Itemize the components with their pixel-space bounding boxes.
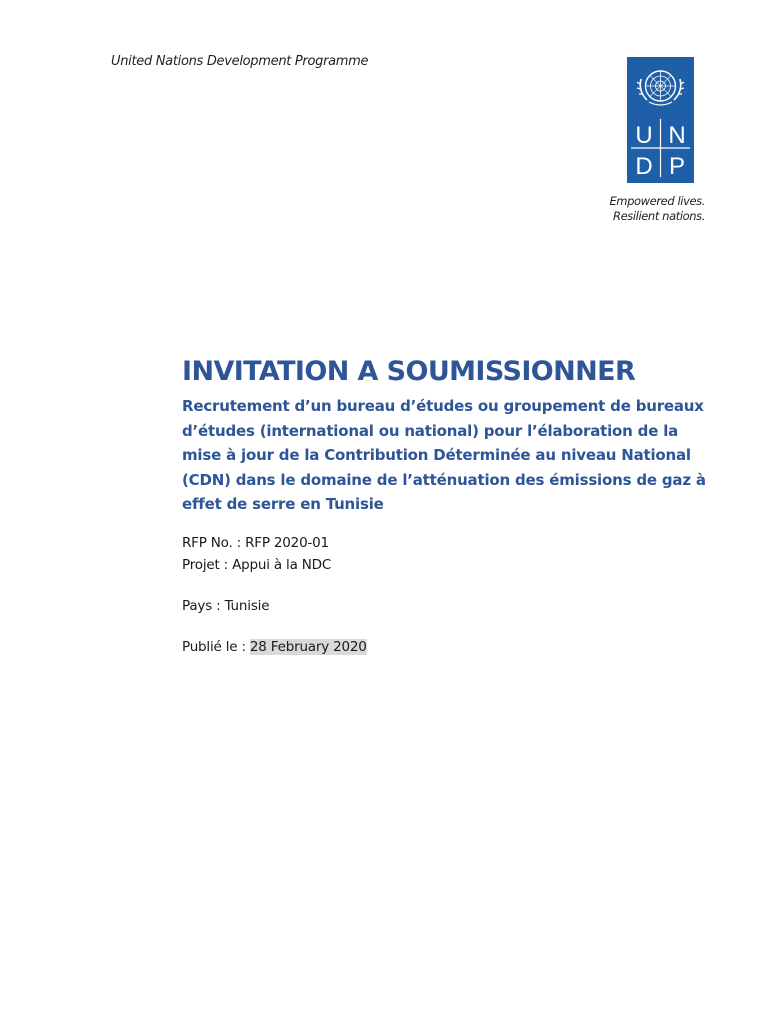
projet-label: Projet :: [182, 557, 233, 573]
logo-letter-d: D: [635, 153, 653, 180]
publication-date: [182, 639, 367, 655]
document-title: INVITATION A SOUMISSIONNER: [182, 356, 636, 387]
rfp-label: RFP No. :: [182, 535, 246, 551]
logo-tagline: [560, 194, 705, 224]
logo-letter-u: U: [635, 122, 653, 149]
country: [182, 598, 269, 614]
rfp-number: [182, 535, 329, 551]
date-label: Publié le :: [182, 639, 250, 655]
pays-label: Pays :: [182, 598, 225, 614]
undp-logo: [627, 57, 694, 183]
date-field[interactable]: 28 February 2020: [249, 639, 367, 655]
undp-logo-graphic: [627, 57, 694, 183]
projet-value: Appui à la NDC: [232, 557, 332, 573]
project-name: [182, 557, 331, 573]
logo-letter-n: N: [668, 122, 686, 149]
tagline-line-1: Empowered lives.: [609, 194, 705, 208]
pays-value: Tunisie: [224, 598, 270, 614]
un-emblem-icon: [637, 71, 684, 105]
document-subtitle: Recrutement d’un bureau d’études ou groupement de bureaux d’études (international ou national) pour l’élaboration de la mise à jour de la Contribution Déterminée au niveau National (CDN) dans le domaine de l’atténuation des émissions de gaz à effet de serre en Tunisie: [182, 397, 706, 513]
rfp-value: RFP 2020-01: [245, 535, 329, 551]
logo-letter-p: P: [668, 153, 686, 180]
tagline-line-2: Resilient nations.: [613, 209, 705, 223]
organization-name: United Nations Development Programme: [111, 54, 369, 69]
